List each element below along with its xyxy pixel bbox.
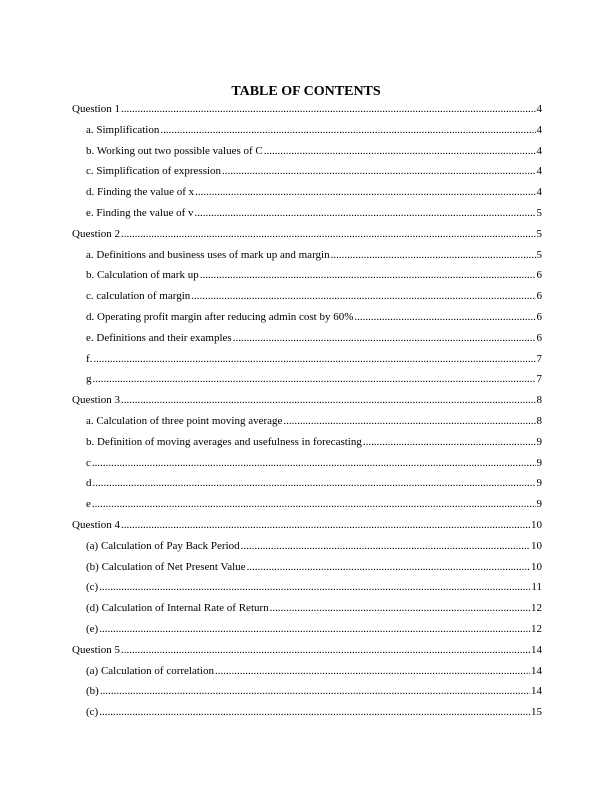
toc-entry-label: Question 5 [72,643,120,656]
toc-page-number: 9 [536,477,542,490]
toc-subsection-entry[interactable] [72,598,542,619]
toc-section-entry[interactable] [72,390,542,411]
toc-dot-leader [121,515,530,536]
toc-page-number: 12 [531,602,542,615]
toc-page-number: 6 [536,269,542,282]
toc-page-number: 9 [536,456,542,469]
toc-dot-leader [233,328,536,349]
toc-subsection-entry[interactable] [72,369,542,390]
toc-dot-leader [160,120,535,141]
toc-dot-leader [195,203,536,224]
toc-dot-leader [270,598,530,619]
toc-page-number: 5 [536,227,542,240]
toc-subsection-entry[interactable] [72,536,542,557]
toc-page-number: 15 [531,706,542,719]
toc-page-number: 4 [536,165,542,178]
toc-entry-label: b. Definition of moving averages and usefulness in forecasting [86,435,362,448]
toc-page-number: 9 [536,498,542,511]
toc-page-number: 8 [536,414,542,427]
toc-page-number: 9 [536,435,542,448]
toc-page-number: 5 [536,248,542,261]
toc-page-number: 8 [536,394,542,407]
toc-dot-leader [331,245,536,266]
toc-entry-label: (e) [86,622,99,635]
toc-page-number: 11 [531,581,542,594]
toc-subsection-entry[interactable] [72,453,542,474]
toc-dot-leader [99,619,530,640]
toc-entry-label: Question 3 [72,394,120,407]
toc-entry-label: (c) [86,581,99,594]
toc-dot-leader [121,390,536,411]
toc-entry-label: e. Definitions and their examples [86,331,232,344]
toc-subsection-entry[interactable] [72,661,542,682]
toc-dot-leader [241,536,530,557]
toc-dot-leader [195,182,535,203]
toc-subsection-entry[interactable] [72,141,542,162]
toc-entry-label: (c) [86,706,99,719]
toc-dot-leader [121,640,530,661]
toc-subsection-entry[interactable] [72,120,542,141]
toc-subsection-entry[interactable] [72,349,542,370]
toc-dot-leader [247,557,530,578]
toc-page-number: 12 [531,622,542,635]
toc-subsection-entry[interactable] [72,286,542,307]
toc-dot-leader [93,473,536,494]
toc-entry-label: (b) [86,685,99,698]
toc-section-entry[interactable] [72,224,542,245]
toc-entry-label: c. Simplification of expression [86,165,222,178]
toc-subsection-entry[interactable] [72,182,542,203]
toc-entry-label: b. Working out two possible values of C [86,144,263,157]
toc-entry-label: Question 1 [72,103,120,115]
toc-subsection-entry[interactable] [72,265,542,286]
toc-list [72,99,542,723]
toc-dot-leader [99,702,530,723]
toc-page-number: 4 [536,186,542,199]
toc-subsection-entry[interactable] [72,245,542,266]
toc-dot-leader [191,286,535,307]
toc-entry-label: (d) Calculation of Internal Rate of Return [86,602,269,615]
toc-dot-leader [93,369,536,390]
toc-page-number: 14 [531,685,542,698]
toc-section-entry[interactable] [72,640,542,661]
toc-dot-leader [283,411,535,432]
toc-dot-leader [92,453,536,474]
toc-entry-label: (b) Calculation of Net Present Value [86,560,246,573]
toc-page-number: 10 [531,518,542,531]
toc-page-number: 6 [536,310,542,323]
toc-entry-label: Question 4 [72,518,120,531]
toc-subsection-entry[interactable] [72,473,542,494]
toc-subsection-entry[interactable] [72,702,542,723]
toc-subsection-entry[interactable] [72,577,542,598]
toc-section-entry[interactable] [72,515,542,536]
toc-subsection-entry[interactable] [72,411,542,432]
toc-subsection-entry[interactable] [72,432,542,453]
toc-entry-label: c. calculation of margin [86,290,191,303]
toc-dot-leader [354,307,535,328]
toc-entry-label: e. Finding the value of v [86,206,194,219]
toc-entry-label: f. [86,352,93,365]
toc-entry-label: (a) Calculation of correlation [86,664,214,677]
toc-dot-leader [222,161,535,182]
toc-subsection-entry[interactable] [72,161,542,182]
toc-page-number: 7 [536,352,542,365]
toc-entry-label: d. Finding the value of x [86,186,195,199]
toc-entry-label: a. Calculation of three point moving average [86,414,283,427]
toc-page-number: 14 [531,664,542,677]
toc-dot-leader [121,224,536,245]
toc-dot-leader [93,349,535,370]
toc-dot-leader [264,141,536,162]
toc-entry-label: g [86,373,92,386]
toc-page-number: 14 [531,643,542,656]
toc-entry-label: c [86,456,91,469]
toc-page-number: 7 [536,373,542,386]
toc-page-number: 10 [531,560,542,573]
toc-entry-label: a. Definitions and business uses of mark up and margin [86,248,330,261]
toc-title: TABLE OF CONTENTS [231,84,381,99]
toc-subsection-entry[interactable] [72,681,542,702]
toc-page-number: 4 [536,103,542,115]
toc-entry-label: a. Simplification [86,123,160,136]
toc-section-entry[interactable] [72,99,542,120]
toc-page-number: 4 [536,144,542,157]
toc-page-number: 5 [536,206,542,219]
toc-subsection-entry[interactable] [72,494,542,515]
toc-dot-leader [99,577,530,598]
toc-dot-leader [215,661,530,682]
toc-subsection-entry[interactable] [72,307,542,328]
toc-page-number: 4 [536,123,542,136]
toc-entry-label: Question 2 [72,227,120,240]
toc-subsection-entry[interactable] [72,328,542,349]
toc-subsection-entry[interactable] [72,557,542,578]
toc-dot-leader [92,494,536,515]
toc-dot-leader [200,265,536,286]
toc-page-number: 6 [536,331,542,344]
toc-subsection-entry[interactable] [72,203,542,224]
toc-dot-leader [100,681,530,702]
toc-page-number: 10 [531,539,542,552]
toc-entry-label: b. Calculation of mark up [86,269,199,282]
toc-entry-label: e [86,498,91,511]
toc-page-number: 6 [536,290,542,303]
toc-dot-leader [121,99,536,120]
toc-subsection-entry[interactable] [72,619,542,640]
toc-entry-label: (a) Calculation of Pay Back Period [86,539,240,552]
toc-entry-label: d [86,477,92,490]
toc-entry-label: d. Operating profit margin after reducing admin cost by 60% [86,310,354,323]
toc-dot-leader [363,432,536,453]
